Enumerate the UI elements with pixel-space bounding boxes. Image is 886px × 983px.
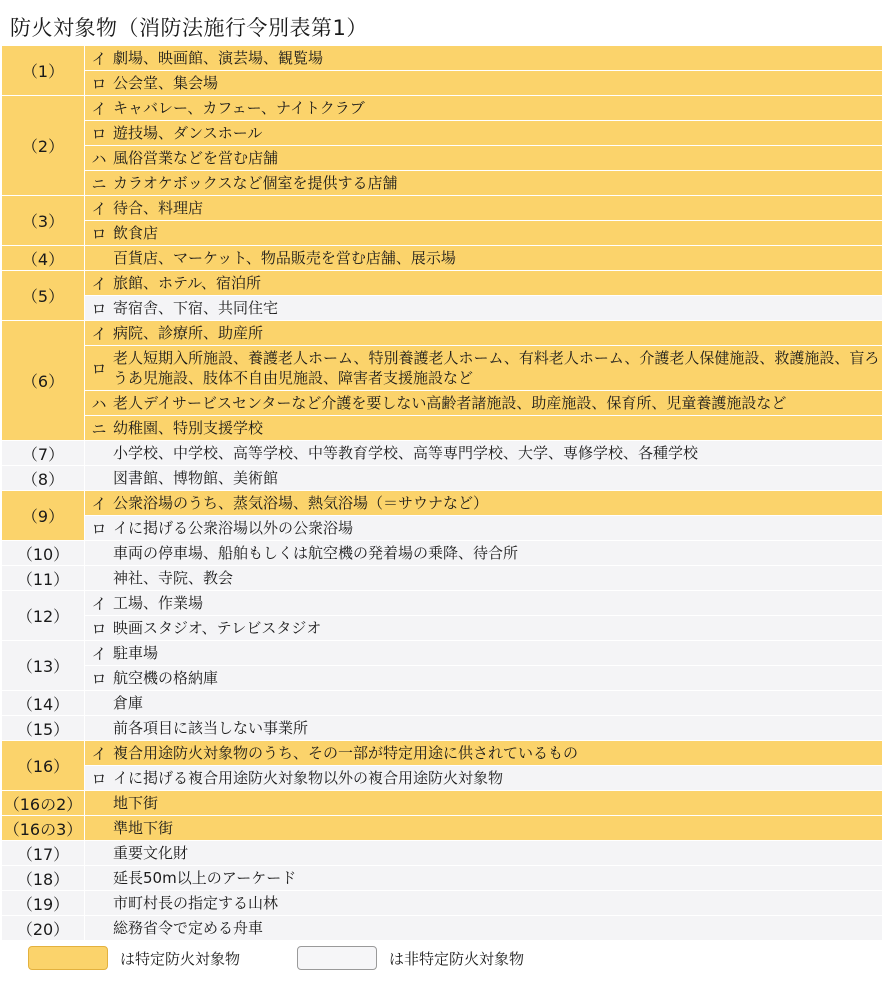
table-group bbox=[2, 246, 882, 271]
table-group bbox=[2, 491, 882, 541]
table-group bbox=[2, 591, 882, 641]
group-rows bbox=[85, 716, 882, 740]
table-row bbox=[85, 866, 882, 890]
table-group bbox=[2, 466, 882, 491]
group-number: （13） bbox=[2, 641, 85, 690]
row-description: 神社、寺院、教会 bbox=[113, 569, 234, 587]
group-number: （19） bbox=[2, 891, 85, 915]
group-rows bbox=[85, 591, 882, 640]
table-group bbox=[2, 741, 882, 791]
table-group bbox=[2, 816, 882, 841]
group-number: （12） bbox=[2, 591, 85, 640]
table-row bbox=[85, 641, 882, 666]
table-row bbox=[85, 171, 882, 195]
table-group bbox=[2, 716, 882, 741]
group-rows bbox=[85, 916, 882, 940]
row-description: 飲食店 bbox=[113, 224, 159, 242]
row-description: 公衆浴場のうち、蒸気浴場、熱気浴場（＝サウナなど） bbox=[113, 494, 489, 512]
row-mark: ロ bbox=[91, 769, 107, 788]
table-group bbox=[2, 441, 882, 466]
table-row bbox=[85, 841, 882, 865]
table-group bbox=[2, 541, 882, 566]
group-number: （17） bbox=[2, 841, 85, 865]
legend-unspecified-swatch bbox=[297, 946, 377, 970]
group-number: （8） bbox=[2, 466, 85, 490]
table-row bbox=[85, 121, 882, 146]
table-group bbox=[2, 196, 882, 246]
group-number: （5） bbox=[2, 271, 85, 320]
table-row bbox=[85, 271, 882, 296]
legend-unspecified-label: は非特定防火対象物 bbox=[389, 949, 525, 968]
row-mark: ニ bbox=[91, 174, 107, 193]
table-row bbox=[85, 666, 882, 690]
page-title: 防火対象物（消防法施行令別表第1） bbox=[10, 16, 368, 40]
row-description: キャバレー、カフェー、ナイトクラブ bbox=[113, 99, 365, 117]
group-rows bbox=[85, 321, 882, 440]
table-row bbox=[85, 221, 882, 245]
table-group bbox=[2, 891, 882, 916]
table-row bbox=[85, 566, 882, 590]
table-group bbox=[2, 46, 882, 96]
legend-unspecified bbox=[297, 946, 524, 970]
row-mark: ロ bbox=[91, 669, 107, 688]
row-mark: イ bbox=[91, 594, 107, 613]
row-mark: イ bbox=[91, 494, 107, 513]
row-description: 小学校、中学校、高等学校、中等教育学校、高等専門学校、大学、専修学校、各種学校 bbox=[113, 444, 699, 462]
row-description: 映画スタジオ、テレビスタジオ bbox=[113, 619, 322, 637]
legend-specified bbox=[28, 946, 240, 970]
row-mark: イ bbox=[91, 644, 107, 663]
table-row bbox=[85, 321, 882, 346]
table-row bbox=[85, 441, 882, 465]
group-number: （20） bbox=[2, 916, 85, 940]
legend-specified-label: は特定防火対象物 bbox=[120, 949, 241, 968]
row-description: 図書館、博物館、美術館 bbox=[113, 469, 279, 487]
table-row bbox=[85, 296, 882, 320]
group-number: （11） bbox=[2, 566, 85, 590]
group-number: （2） bbox=[2, 96, 85, 195]
row-description: 市町村長の指定する山林 bbox=[113, 894, 279, 912]
group-rows bbox=[85, 46, 882, 95]
group-number: （16の3） bbox=[2, 816, 85, 840]
group-rows bbox=[85, 441, 882, 465]
table-group bbox=[2, 641, 882, 691]
table-group bbox=[2, 791, 882, 816]
table-row bbox=[85, 816, 882, 840]
table-group bbox=[2, 321, 882, 441]
row-mark: ニ bbox=[91, 419, 107, 438]
row-mark: ロ bbox=[91, 74, 107, 93]
row-description: 車両の停車場、船舶もしくは航空機の発着場の乗降、待合所 bbox=[113, 544, 519, 562]
row-description: イに掲げる複合用途防火対象物以外の複合用途防火対象物 bbox=[113, 769, 504, 787]
row-description: 寄宿舎、下宿、共同住宅 bbox=[113, 299, 279, 317]
table-row bbox=[85, 466, 882, 490]
row-description: 延長50m以上のアーケード bbox=[113, 869, 297, 887]
table-row bbox=[85, 391, 882, 416]
row-description: 老人短期入所施設、養護老人ホーム、特別養護老人ホーム、有料老人ホーム、介護老人保健施設、救護施設、盲ろうあ児施設、肢体不自由児施設、障害者支援施設など bbox=[113, 349, 880, 387]
group-rows bbox=[85, 466, 882, 490]
group-rows bbox=[85, 566, 882, 590]
table-group bbox=[2, 691, 882, 716]
table-row bbox=[85, 591, 882, 616]
row-mark: イ bbox=[91, 744, 107, 763]
table-row bbox=[85, 46, 882, 71]
group-rows bbox=[85, 196, 882, 245]
group-number: （4） bbox=[2, 246, 85, 270]
row-mark: ロ bbox=[91, 299, 107, 318]
table-row bbox=[85, 491, 882, 516]
group-number: （3） bbox=[2, 196, 85, 245]
table-row bbox=[85, 541, 882, 565]
row-mark: イ bbox=[91, 274, 107, 293]
row-description: カラオケボックスなど個室を提供する店舗 bbox=[113, 174, 398, 192]
group-rows bbox=[85, 791, 882, 815]
group-rows bbox=[85, 541, 882, 565]
row-mark: イ bbox=[91, 199, 107, 218]
group-number: （9） bbox=[2, 491, 85, 540]
table-group bbox=[2, 916, 882, 941]
row-description: 百貨店、マーケット、物品販売を営む店舗、展示場 bbox=[113, 249, 456, 267]
row-mark: ロ bbox=[91, 124, 107, 143]
group-rows bbox=[85, 96, 882, 195]
table-group bbox=[2, 866, 882, 891]
table-group bbox=[2, 566, 882, 591]
group-number: （7） bbox=[2, 441, 85, 465]
table-row bbox=[85, 196, 882, 221]
row-mark: ロ bbox=[91, 359, 107, 378]
row-description: イに掲げる公衆浴場以外の公衆浴場 bbox=[113, 519, 354, 537]
row-mark: ロ bbox=[91, 519, 107, 538]
row-description: 地下街 bbox=[113, 794, 159, 812]
table-row bbox=[85, 146, 882, 171]
group-number: （16） bbox=[2, 741, 85, 790]
table-row bbox=[85, 516, 882, 540]
table-row bbox=[85, 71, 882, 95]
group-rows bbox=[85, 641, 882, 690]
row-description: 複合用途防火対象物のうち、その一部が特定用途に供されているもの bbox=[113, 744, 579, 762]
table-row bbox=[85, 891, 882, 915]
table-row bbox=[85, 616, 882, 640]
group-rows bbox=[85, 891, 882, 915]
table-row bbox=[85, 246, 882, 270]
row-description: 準地下街 bbox=[113, 819, 174, 837]
group-rows bbox=[85, 741, 882, 790]
group-number: （16の2） bbox=[2, 791, 85, 815]
row-description: 駐車場 bbox=[113, 644, 159, 662]
group-rows bbox=[85, 491, 882, 540]
row-description: 前各項目に該当しない事業所 bbox=[113, 719, 309, 737]
row-description: 総務省令で定める舟車 bbox=[113, 919, 264, 937]
group-number: （10） bbox=[2, 541, 85, 565]
row-description: 工場、作業場 bbox=[113, 594, 204, 612]
group-number: （14） bbox=[2, 691, 85, 715]
group-rows bbox=[85, 246, 882, 270]
table-row bbox=[85, 716, 882, 740]
group-rows bbox=[85, 271, 882, 320]
row-description: 公会堂、集会場 bbox=[113, 74, 219, 92]
group-number: （15） bbox=[2, 716, 85, 740]
fire-object-table bbox=[2, 46, 882, 941]
row-mark: ロ bbox=[91, 619, 107, 638]
table-group bbox=[2, 841, 882, 866]
row-description: 幼稚園、特別支援学校 bbox=[113, 419, 264, 437]
row-description: 旅館、ホテル、宿泊所 bbox=[113, 274, 262, 292]
table-row bbox=[85, 691, 882, 715]
table-row bbox=[85, 416, 882, 440]
table-row bbox=[85, 741, 882, 766]
row-description: 遊技場、ダンスホール bbox=[113, 124, 263, 142]
table-group bbox=[2, 271, 882, 321]
group-number: （1） bbox=[2, 46, 85, 95]
group-rows bbox=[85, 691, 882, 715]
legend-specified-swatch bbox=[28, 946, 108, 970]
row-description: 劇場、映画館、演芸場、観覧場 bbox=[113, 49, 324, 67]
row-description: 航空機の格納庫 bbox=[113, 669, 219, 687]
row-mark: ハ bbox=[91, 149, 107, 168]
table-group bbox=[2, 96, 882, 196]
table-row bbox=[85, 766, 882, 790]
table-row bbox=[85, 916, 882, 940]
row-mark: イ bbox=[91, 99, 107, 118]
row-description: 待合、料理店 bbox=[113, 199, 204, 217]
group-number: （18） bbox=[2, 866, 85, 890]
row-description: 重要文化財 bbox=[113, 844, 189, 862]
row-mark: イ bbox=[91, 49, 107, 68]
table-row bbox=[85, 96, 882, 121]
row-description: 病院、診療所、助産所 bbox=[113, 324, 264, 342]
row-mark: ハ bbox=[91, 394, 107, 413]
row-mark: イ bbox=[91, 324, 107, 343]
group-rows bbox=[85, 816, 882, 840]
row-description: 老人デイサービスセンターなど介護を要しない高齢者諸施設、助産施設、保育所、児童養護施設など bbox=[113, 394, 787, 412]
table-row bbox=[85, 346, 882, 391]
group-rows bbox=[85, 841, 882, 865]
group-number: （6） bbox=[2, 321, 85, 440]
row-description: 風俗営業などを営む店舗 bbox=[113, 149, 279, 167]
row-mark: ロ bbox=[91, 224, 107, 243]
table-row bbox=[85, 791, 882, 815]
group-rows bbox=[85, 866, 882, 890]
row-description: 倉庫 bbox=[113, 694, 144, 712]
